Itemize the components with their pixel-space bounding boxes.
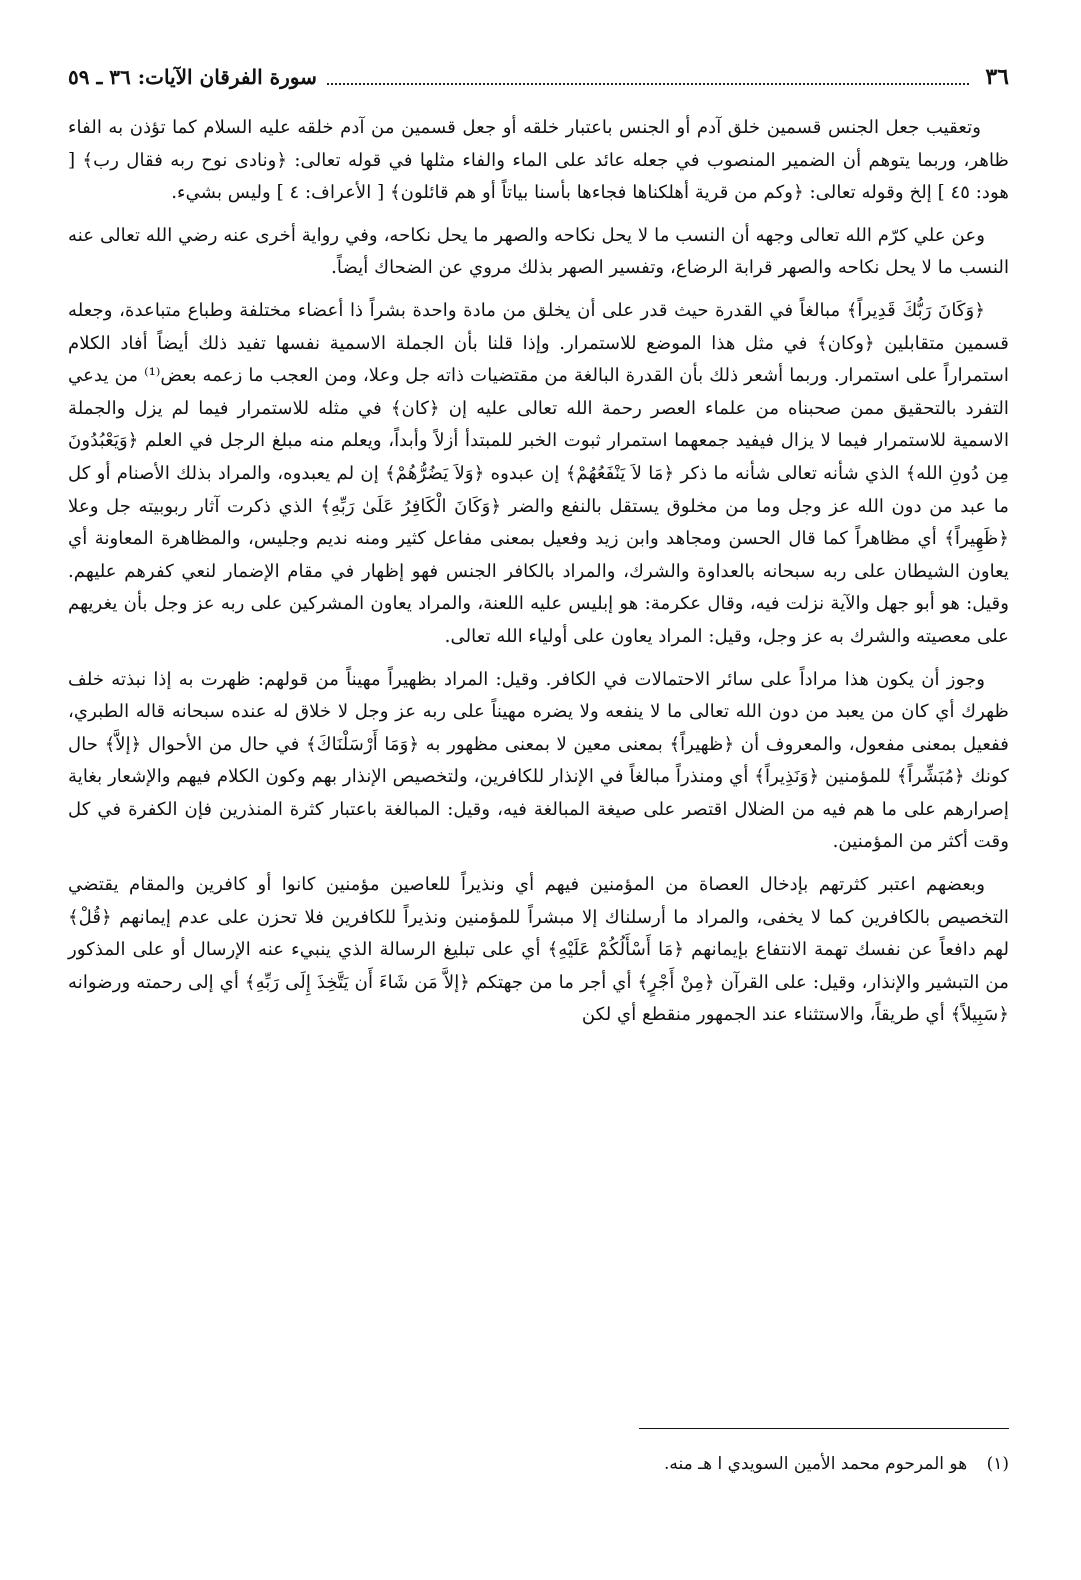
paragraph-1: وتعقيب جعل الجنس قسمين خلق آدم أو الجنس باعتبار خلقه أو جعل قسمين من آدم خلقه عليه السلام كما تؤذن به الفاء ظاهر، وربما يتوهم أن الضمير المنصوب في جعله عائد على الماء والفاء مثلها في قوله تعالى: ﴿ونادى نوح ربه فقال رب﴾ [ هود: ٤٥ ] إلخ وقوله تعالى: ﴿وكم من قرية أهلكناها فجاءها بأسنا بياتاً أو هم قائلون﴾ [ الأعراف: ٤ ] وليس بشيء. <box>68 117 1009 204</box>
footnote-text: هو المرحوم محمد الأمين السويدي ا هـ منه. <box>664 1454 968 1474</box>
paragraph-5: وبعضهم اعتبر كثرتهم بإدخال العصاة من المؤمنين فيهم أي ونذيراً للعاصين مؤمنين كانوا أو كافرين والمقام يقتضي التخصيص بالكافرين كما لا يخفى، والمراد ما أرسلناك إلا مبشراً للمؤمنين ونذيراً للكافرين فلا تحزن على عدم إيمانهم ﴿قُلْ﴾ لهم دافعاً عن نفسك تهمة الانتفاع بإيمانهم ﴿مَا أَسْأَلُكُمْ عَلَيْهِ﴾ أي على تبليغ الرسالة الذي ينبيء عنه الإرسال أو على المذكور من التبشير والإنذار، وقيل: على القرآن ﴿مِنْ أَجْرٍ﴾ أي أجر ما من جهتكم ﴿إلاَّ مَن شَاءَ أَن يَتَّخِذَ إِلَى رَبِّهِ﴾ أي إلى رحمته ورضوانه ﴿سَبِيلاً﴾ أي طريقاً، والاستثناء عند الجمهور منقطع أي لكن <box>68 874 1009 1026</box>
paragraph-4: وجوز أن يكون هذا مراداً على سائر الاحتمالات في الكافر. وقيل: المراد بظهيراً مهيناً من قولهم: ظهرت به إذا نبذته خلف ظهرك أي كان من يعبد من دون الله تعالى ما لا ينفعه ولا يضره مهيناً على ربه عز وجل لا خلاق له عنده سبحانه قاله الطبري، ففعيل بمعنى مفعول، والمعروف أن ﴿ظهيراً﴾ بمعنى معين لا بمعنى مظهور به ﴿وَمَا أَرْسَلْنَاكَ﴾ في حال من الأحوال ﴿إلاَّ﴾ حال كونك ﴿مُبَشِّراً﴾ للمؤمنين ﴿وَنَذِيراً﴾ أي ومنذراً مبالغاً في الإنذار للكافرين، ولتخصيص الإنذار بهم وكون الكلام فيهم والإشعار بغاية إصرارهم على ما هم فيه من الضلال اقتصر على صيغة المبالغة فيه، وقيل: المبالغة باعتبار كثرة المنذرين فإن الكفرة في كل وقت أكثر من المؤمنين. <box>68 668 1009 853</box>
page-header <box>68 60 1009 94</box>
footnote <box>68 1452 1009 1476</box>
paragraph-2: وعن علي كرّم الله تعالى وجهه أن النسب ما لا يحل نكاحه والصهر ما يحل نكاحه، وفي رواية أخرى عنه رضي الله تعالى عنه النسب ما لا يحل نكاحه والصهر قرابة الرضاع، وتفسير الصهر بذلك مروي عن الضحاك أيضاً. <box>68 224 1009 279</box>
page-number: ٣٦ <box>985 64 1009 90</box>
header-leader-dots <box>327 69 970 85</box>
running-title: سورة الفرقان الآيات: ٣٦ ـ ٥٩ <box>68 65 317 89</box>
footnote-marker: (١) <box>986 1454 1009 1474</box>
main-text <box>68 112 1009 1042</box>
footnote-divider <box>639 1428 1009 1429</box>
paragraph-3: ﴿وَكَانَ رَبُّكَ قَدِيراً﴾ مبالغاً في القدرة حيث قدر على أن يخلق من مادة واحدة بشراً ذا أعضاء مختلفة وطباع متباعدة، وجعله قسمين متقابلين ﴿وكان﴾ في مثل هذا الموضع للاستمرار. وإذا قلنا بأن الجملة الاسمية نفسها تفيد ذلك أيضاً أفاد الكلام استمراراً على استمرار. وربما أشعر ذلك بأن القدرة البالغة من مقتضيات ذاته جل وعلا، ومن العجب ما زعمه بعض⁽¹⁾ من يدعي التفرد بالتحقيق ممن صحبناه من علماء العصر رحمة الله تعالى عليه إن ﴿كان﴾ في مثله للاستمرار فيما لم يزل والجملة الاسمية للاستمرار فيما لا يزال فيفيد جمعهما استمرار ثبوت الخبر للمبتدأ أزلاً وأبداً، ويعلم منه مبلغ الرجل في العلم ﴿وَيَعْبُدُونَ مِن دُونِ الله﴾ الذي شأنه تعالى شأنه ما ذكر ﴿مَا لاَ يَنْفَعُهُمْ﴾ إن عبدوه ﴿وَلاَ يَضُرُّهُمْ﴾ إن لم يعبدوه، والمراد بذلك الأصنام أو كل ما عبد من دون الله عز وجل وما من مخلوق يستقل بالنفع والضر ﴿وَكَانَ الْكَافِرُ عَلَىٰ رَبِّهِ﴾ الذي ذكرت آثار ربوبيته جل وعلا ﴿ظَهِيراً﴾ أي مظاهراً كما قال الحسن ومجاهد وابن زيد وفعيل بمعنى مفاعل كثير ومنه نديم وجليس، والمظاهرة المعاونة أي يعاون الشيطان على ربه سبحانه بالعداوة والشرك، والمراد بالكافر الجنس فهو إظهار في مقام الإضمار لنعي كفرهم عليهم. وقيل: هو أبو جهل والآية نزلت فيه، وقال عكرمة: هو إبليس عليه اللعنة، والمراد يعاون المشركين على ربه عز وجل بأن يغريهم على معصيته والشرك به عز وجل، وقيل: المراد يعاون على أولياء الله تعالى. <box>68 299 1009 647</box>
